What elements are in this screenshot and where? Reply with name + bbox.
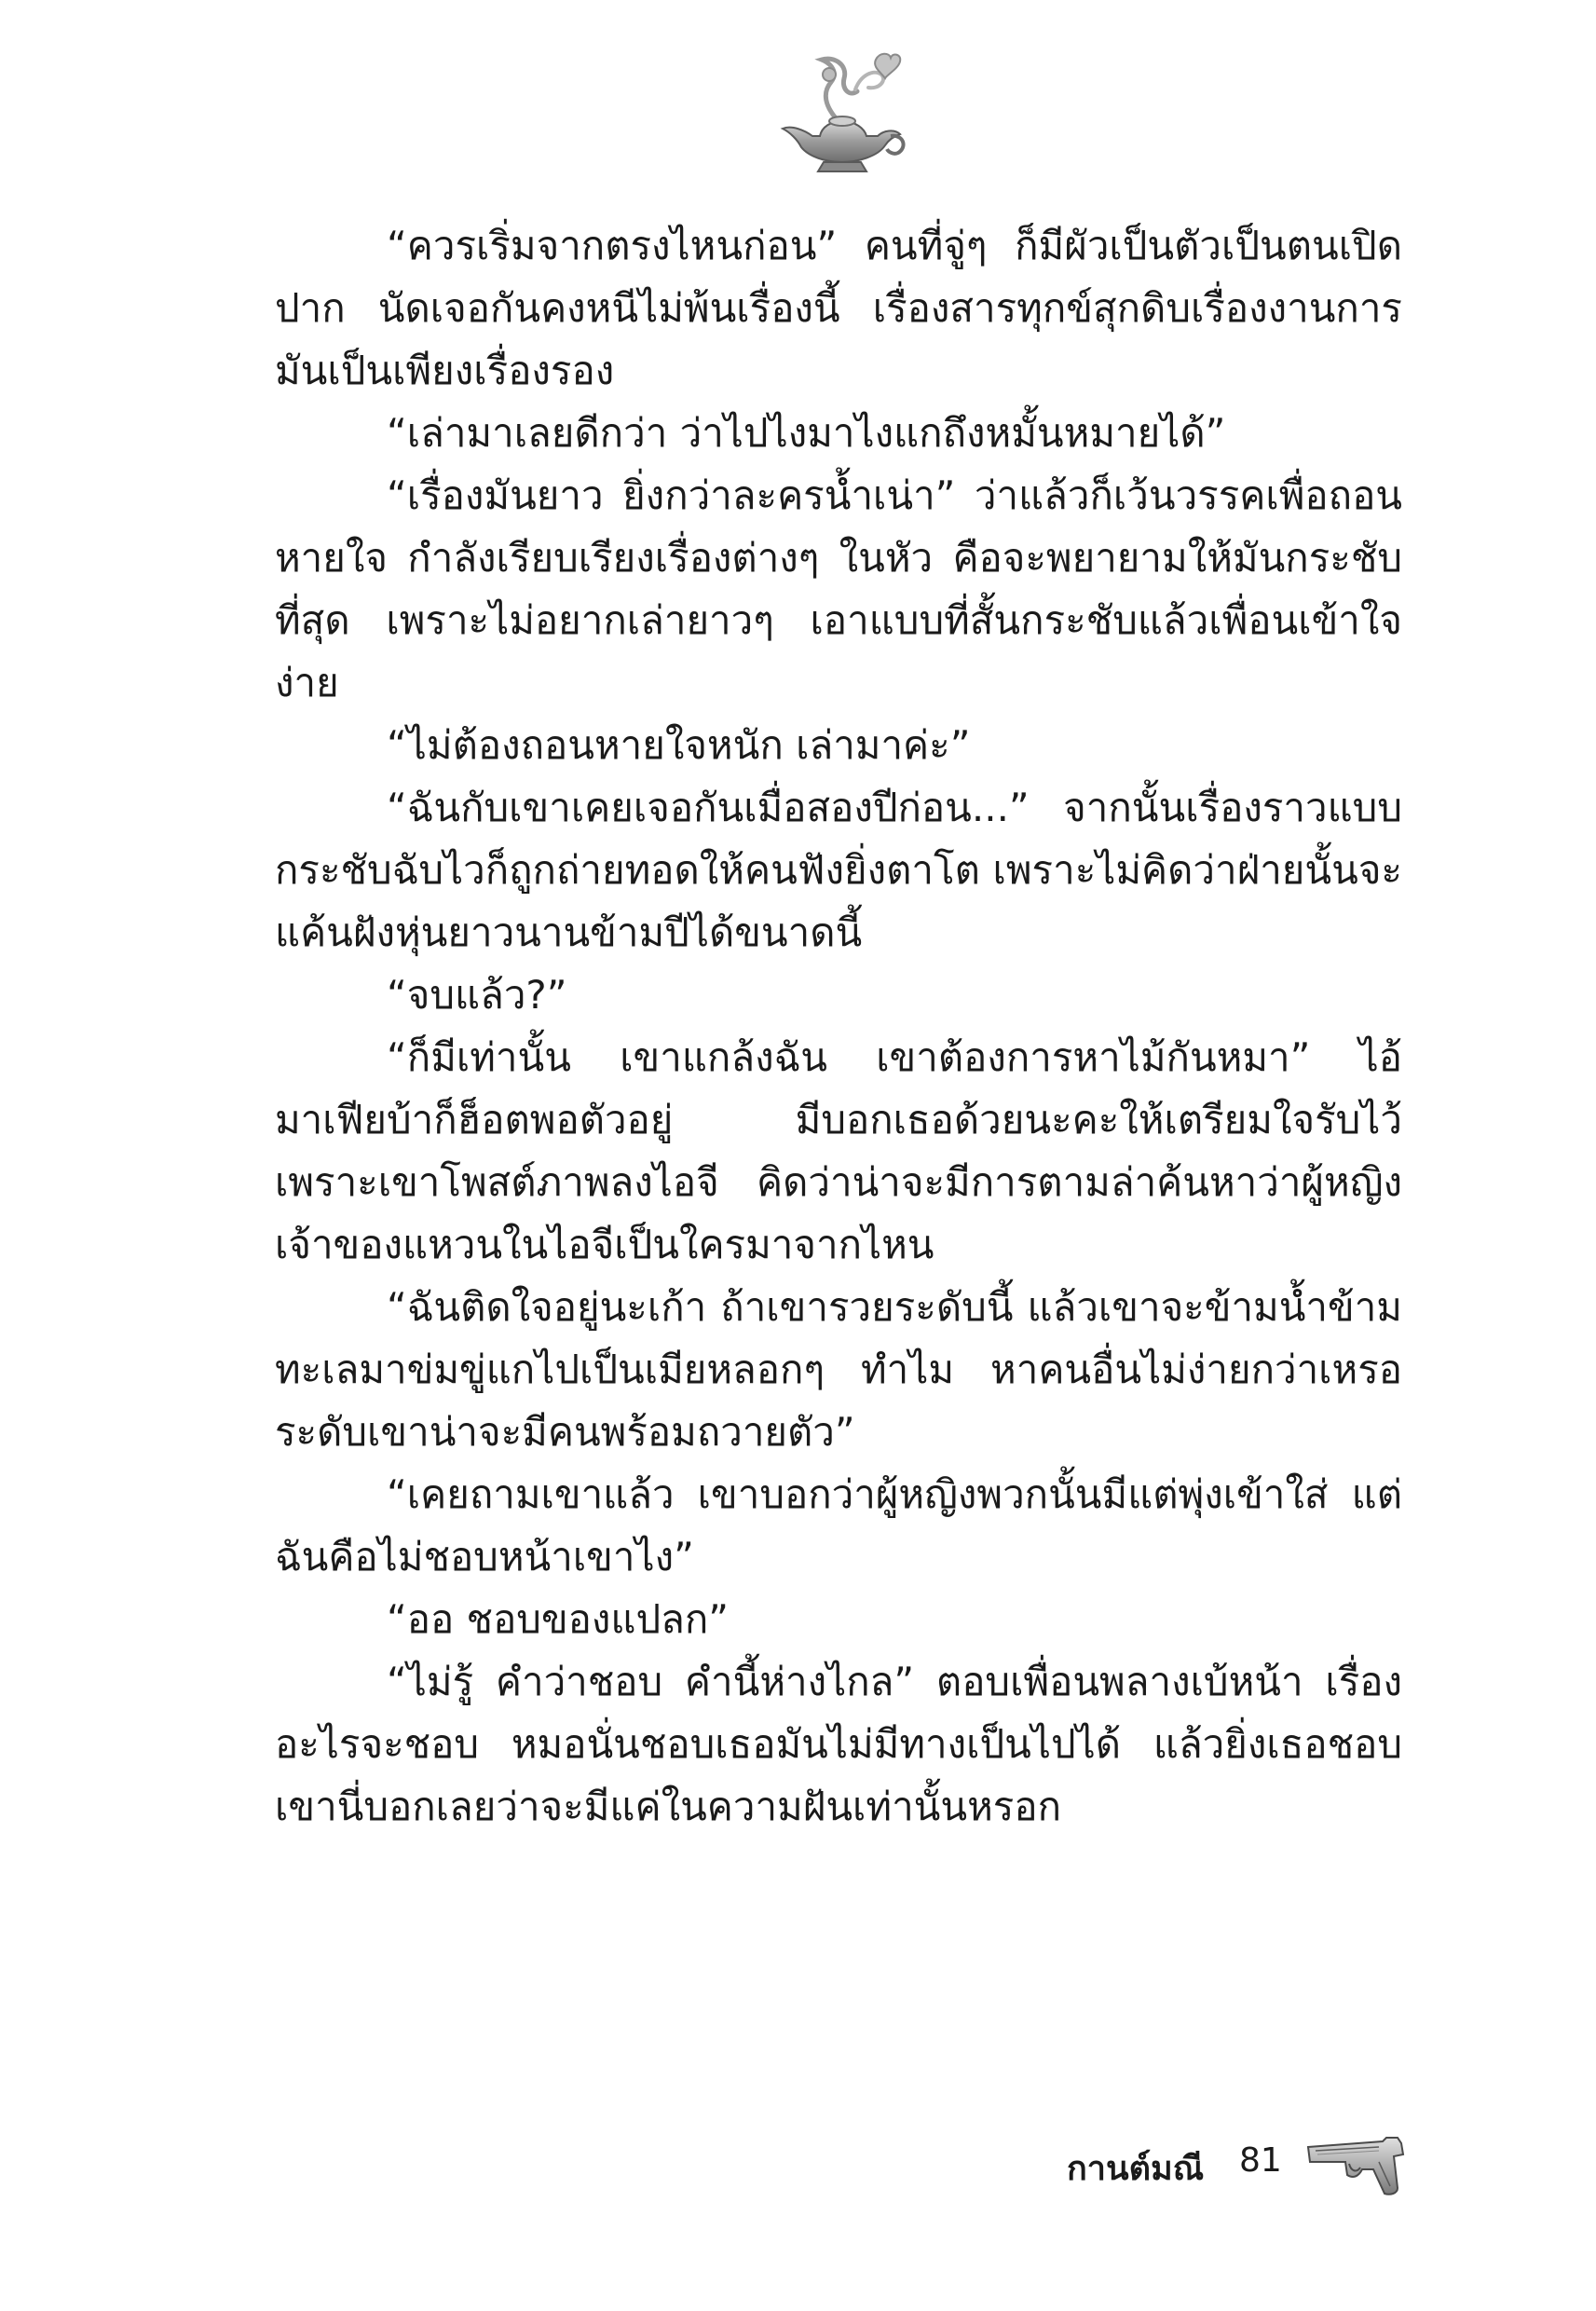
- paragraph: “ไม่ต้องถอนหายใจหนัก เล่ามาค่ะ”: [387, 722, 971, 768]
- paragraph: “ควรเริ่มจากตรงไหนก่อน” คนที่จู่ๆ ก็มีผัวเป็นตัวเป็นตนเปิดปาก นัดเจอกันคงหนีไม่พ้นเรื่องนี้ เรื่องสารทุกข์สุกดิบเรื่องงานการมันเป็นเพียงเรื่องรอง: [275, 223, 1402, 393]
- paragraph: “จบแล้ว?”: [387, 972, 567, 1018]
- pistol-icon: [1304, 2134, 1409, 2199]
- genie-lamp-icon: [764, 47, 913, 177]
- paragraph: “เรื่องมันยาว ยิ่งกว่าละครน้ำเน่า” ว่าแล้วก็เว้นวรรคเพื่อถอนหายใจ กำลังเรียบเรียงเรื่องต่างๆ ในหัว คือจะพยายามให้มันกระชับที่สุด เพราะไม่อยากเล่ายาวๆ เอาแบบที่สั้นกระชับแล้วเพื่อนเข้าใจง่าย: [275, 472, 1402, 705]
- story-text: [275, 214, 1402, 1838]
- paragraph: “เล่ามาเลยดีกว่า ว่าไปไงมาไงแกถึงหมั้นหมายได้”: [387, 410, 1226, 456]
- paragraph: “ก็มีเท่านั้น เขาแกล้งฉัน เขาต้องการหาไม้กันหมา” ไอ้มาเฟียบ้าก็ฮ็อตพอตัวอยู่ มีบอกเธอด้วยนะคะให้เตรียมใจรับไว้ เพราะเขาโพสต์ภาพลงไอจี คิดว่าน่าจะมีการตามล่าค้นหาว่าผู้หญิงเจ้าของแหวนในไอจีเป็นใครมาจากไหน: [275, 1034, 1402, 1267]
- author-name: กานต์มณี: [1067, 2150, 1205, 2188]
- paragraph: “เคยถามเขาแล้ว เขาบอกว่าผู้หญิงพวกนั้นมีแต่พุ่งเข้าใส่ แต่ฉันคือไม่ชอบหน้าเขาไง”: [275, 1471, 1402, 1579]
- page-footer: [1025, 2134, 1416, 2218]
- paragraph: “ออ ชอบของแปลก”: [387, 1596, 730, 1642]
- page-number: 81: [1239, 2141, 1282, 2180]
- paragraph: “ฉันติดใจอยู่นะเก้า ถ้าเขารวยระดับนี้ แล้วเขาจะข้ามน้ำข้ามทะเลมาข่มขู่แกไปเป็นเมียหลอกๆ ทำไม หาคนอื่นไม่ง่ายกว่าเหรอ ระดับเขาน่าจะมีคนพร้อมถวายตัว”: [275, 1284, 1402, 1455]
- paragraph: “ไม่รู้ คำว่าชอบ คำนี้ห่างไกล” ตอบเพื่อนพลางเบ้หน้า เรื่องอะไรจะชอบ หมอนั่นชอบเธอมันไม่มีทางเป็นไปได้ แล้วยิ่งเธอชอบเขานี่บอกเลยว่าจะมีแค่ในความฝันเท่านั้นหรอก: [275, 1659, 1402, 1829]
- paragraph: “ฉันกับเขาเคยเจอกันเมื่อสองปีก่อน...” จากนั้นเรื่องราวแบบกระชับฉับไวก็ถูกถ่ายทอดให้คนฟังยิ่งตาโต เพราะไม่คิดว่าฝ่ายนั้นจะแค้นฝังหุ่นยาวนานข้ามปีได้ขนาดนี้: [275, 785, 1402, 955]
